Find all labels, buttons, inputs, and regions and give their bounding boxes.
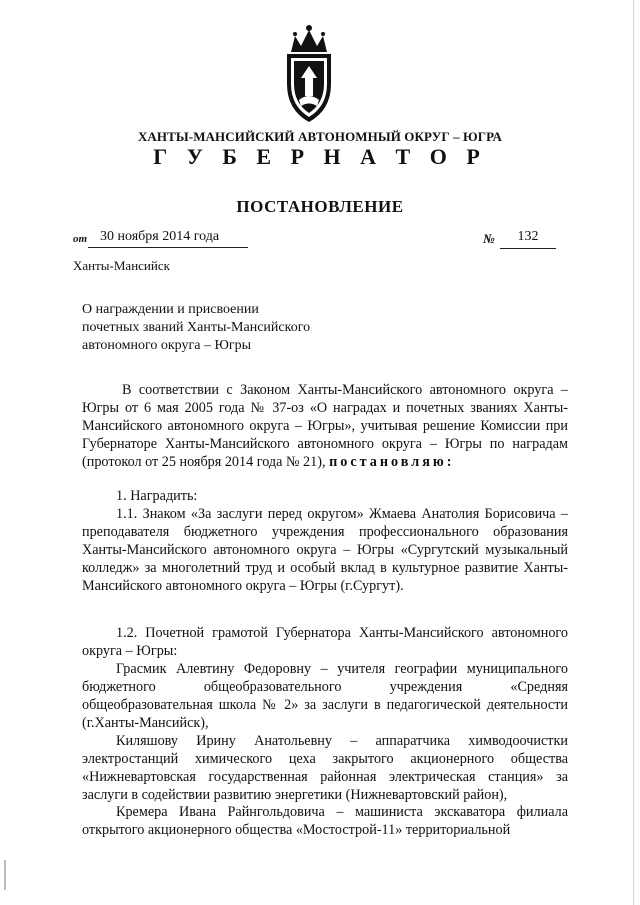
item-1: 1. Наградить: (116, 488, 198, 504)
document-date: 30 ноября 2014 года (88, 229, 248, 248)
preamble-text: В соответствии с Законом Ханты-Мансийского автономного округа – Югры от 6 мая 2005 года № 37-оз «О наградах и почетных званиях Ханты-Мансийского автономного округа – Югры», учитывая решение Комиссии при Губернаторе Ханты-Мансийского автономного округа – Югры по наградам (протокол от 25 ноября 2014 года № 21), (82, 382, 568, 470)
coat-of-arms-emblem (281, 22, 337, 126)
subject-line: автономного округа – Югры (82, 338, 251, 353)
subject-line: почетных званий Ханты-Мансийского (82, 320, 311, 335)
okrug-name: ХАНТЫ-МАНСИЙСКИЙ АВТОНОМНЫЙ ОКРУГ – ЮГРА (137, 129, 503, 144)
city: Ханты-Мансийск (73, 258, 170, 273)
preamble-paragraph (82, 381, 568, 471)
awardee-paragraph: Кремера Ивана Райнгольдовича – машиниста экскаватора филиала открытого акционерного общества «Мостострой-11» территориальной (82, 804, 568, 838)
item-1-2: 1.2. Почетной грамотой Губернатора Ханты-Мансийского автономного округа – Югры: (82, 625, 568, 659)
awardee-paragraph: Киляшову Ирину Анатольевну – аппаратчика химводоочистки электростанций химического цеха закрытого акционерного общества «Нижневартовская государственная районная электрическая станция» за заслуги в содействии развитию энергетики (Нижневартовский район), (82, 733, 568, 803)
awardee-paragraph: Грасмик Алевтину Федоровну – учителя географии муниципального бюджетного общеобразовательного учреждения «Средняя общеобразовательная школа № 2» за заслуги в педагогической деятельности (г.Ханты-Мансийск), (82, 661, 568, 731)
document-type: ПОСТАНОВЛЕНИЕ (236, 197, 404, 216)
scan-edge-line (633, 0, 634, 905)
from-label: от (73, 233, 88, 245)
governor-title: Г У Б Е Р Н А Т О Р (153, 144, 487, 169)
subject-line: О награждении и присвоении (82, 302, 259, 317)
item-1-1: 1.1. Знаком «За заслуги перед округом» Жмаева Анатолия Борисовича – преподавателя бюджетного учреждения профессионального образования Ханты-Мансийского автономного округа – Югры «Сургутский музыкальный колледж» за многолетний труд и особый вклад в культурное развитие Ханты-Мансийского автономного округа – Югры (г.Сургут). (82, 506, 568, 594)
scan-margin-mark (4, 860, 6, 890)
decree-word: постановляю: (329, 454, 455, 470)
number-label: № (483, 231, 495, 246)
document-subject (82, 301, 310, 355)
document-number: 132 (500, 229, 556, 249)
